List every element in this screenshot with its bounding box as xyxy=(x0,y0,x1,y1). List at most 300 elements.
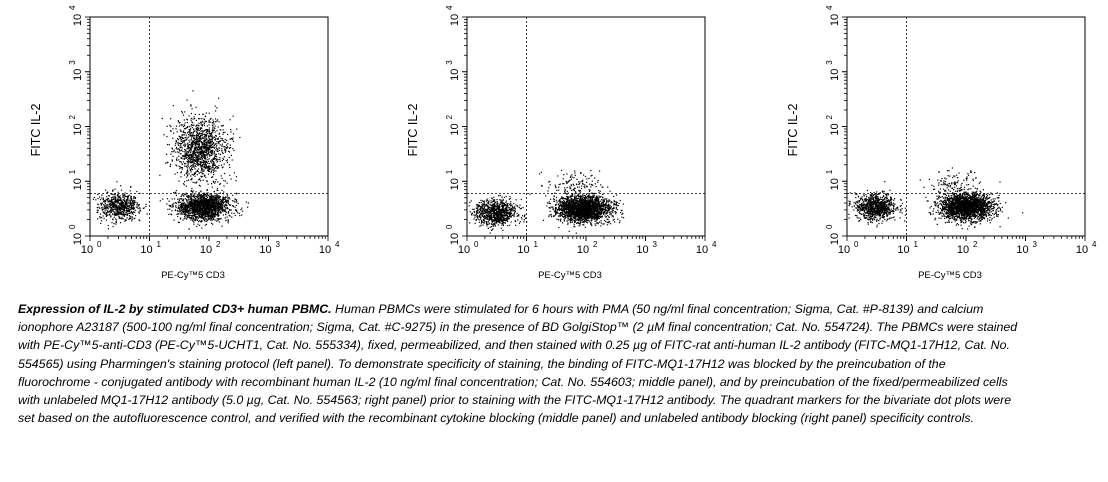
dot xyxy=(191,118,192,119)
dot xyxy=(232,195,233,196)
dot xyxy=(219,221,220,222)
dot xyxy=(177,216,178,217)
dot xyxy=(189,149,190,150)
dot xyxy=(216,203,217,204)
dot xyxy=(483,214,484,215)
dot xyxy=(196,226,197,227)
dot xyxy=(189,131,190,132)
dot xyxy=(191,203,192,204)
dot xyxy=(188,212,189,213)
dot xyxy=(609,212,610,213)
dot xyxy=(176,126,177,127)
dot xyxy=(195,191,196,192)
dot xyxy=(476,216,477,217)
dot xyxy=(105,210,106,211)
dot xyxy=(489,211,490,212)
dot xyxy=(188,137,189,138)
plot-left xyxy=(29,5,340,281)
dot xyxy=(176,140,177,141)
dot xyxy=(129,206,130,207)
dot xyxy=(177,149,178,150)
dot xyxy=(215,219,216,220)
dot xyxy=(222,146,223,147)
dot xyxy=(515,225,516,226)
dot xyxy=(196,141,197,142)
dot xyxy=(215,110,216,111)
dot xyxy=(184,202,185,203)
dot xyxy=(204,138,205,139)
dot xyxy=(177,211,178,212)
dot xyxy=(191,157,192,158)
dot xyxy=(137,202,138,203)
dot xyxy=(224,156,225,157)
dot xyxy=(222,206,223,207)
dot xyxy=(204,140,205,141)
dot xyxy=(212,131,213,132)
dot xyxy=(113,226,114,227)
dot xyxy=(208,122,209,123)
dot xyxy=(133,212,134,213)
dot xyxy=(217,218,218,219)
dot xyxy=(219,147,220,148)
dot xyxy=(204,146,205,147)
dot xyxy=(186,186,187,187)
dot xyxy=(217,205,218,206)
dot xyxy=(556,197,557,198)
dot xyxy=(201,124,202,125)
dot xyxy=(201,148,202,149)
dot xyxy=(201,202,202,203)
dot xyxy=(180,145,181,146)
dot xyxy=(506,200,507,201)
dot xyxy=(226,197,227,198)
dot xyxy=(131,203,132,204)
dot xyxy=(502,216,503,217)
dot xyxy=(205,203,206,204)
dot xyxy=(200,214,201,215)
dot xyxy=(183,130,184,131)
dot xyxy=(131,208,132,209)
dot xyxy=(184,149,185,150)
dot xyxy=(184,119,185,120)
dot xyxy=(219,150,220,151)
dot xyxy=(211,135,212,136)
dot xyxy=(129,215,130,216)
dot xyxy=(200,205,201,206)
dot xyxy=(501,224,502,225)
dot xyxy=(191,217,192,218)
dot xyxy=(184,214,185,215)
dot xyxy=(212,160,213,161)
dot xyxy=(114,205,115,206)
dot xyxy=(203,138,204,139)
dot xyxy=(498,195,499,196)
dot xyxy=(484,203,485,204)
dot xyxy=(116,206,117,207)
dot xyxy=(201,209,202,210)
dot xyxy=(511,221,512,222)
dot xyxy=(205,198,206,199)
dot xyxy=(215,170,216,171)
dot xyxy=(201,215,202,216)
dot xyxy=(112,213,113,214)
dot xyxy=(610,211,611,212)
x-tick-label: 10 xyxy=(199,244,213,256)
dot xyxy=(491,221,492,222)
dot xyxy=(206,205,207,206)
dot xyxy=(100,214,101,215)
dot xyxy=(233,200,234,201)
dot xyxy=(511,216,512,217)
dot xyxy=(207,205,208,206)
dot xyxy=(494,218,495,219)
dot xyxy=(119,217,120,218)
dot xyxy=(112,206,113,207)
dot xyxy=(218,165,219,166)
dot xyxy=(202,146,203,147)
dot xyxy=(197,162,198,163)
dot xyxy=(212,176,213,177)
dot xyxy=(124,214,125,215)
dot xyxy=(193,142,194,143)
dot xyxy=(130,212,131,213)
dot xyxy=(482,207,483,208)
dot xyxy=(214,139,215,140)
dot xyxy=(193,182,194,183)
dot-cloud xyxy=(469,170,625,234)
dot xyxy=(220,183,221,184)
dot xyxy=(199,217,200,218)
dot xyxy=(119,210,120,211)
dot xyxy=(130,202,131,203)
dot xyxy=(220,129,221,130)
dot xyxy=(510,198,511,199)
dot xyxy=(233,133,234,134)
dot xyxy=(174,220,175,221)
dot xyxy=(195,198,196,199)
dot xyxy=(189,229,190,230)
dot xyxy=(217,210,218,211)
dot xyxy=(136,204,137,205)
dot xyxy=(232,148,233,149)
dot xyxy=(478,205,479,206)
dot xyxy=(124,210,125,211)
dot xyxy=(198,141,199,142)
dot xyxy=(480,210,481,211)
dot xyxy=(103,212,104,213)
dot xyxy=(188,134,189,135)
dot xyxy=(491,226,492,227)
dot xyxy=(133,208,134,209)
dot xyxy=(220,138,221,139)
dot xyxy=(213,130,214,131)
dot xyxy=(213,164,214,165)
dot xyxy=(130,190,131,191)
dot xyxy=(232,159,233,160)
dot xyxy=(201,138,202,139)
dot-cluster xyxy=(469,195,528,234)
dot xyxy=(177,151,178,152)
dot xyxy=(484,202,485,203)
dot xyxy=(135,202,136,203)
dot xyxy=(198,213,199,214)
dot xyxy=(190,154,191,155)
dot xyxy=(113,223,114,224)
dot xyxy=(187,144,188,145)
dot xyxy=(212,224,213,225)
dot xyxy=(197,212,198,213)
dot xyxy=(198,149,199,150)
dot xyxy=(204,143,205,144)
dot xyxy=(133,198,134,199)
dot xyxy=(183,126,184,127)
dot xyxy=(235,180,236,181)
dot xyxy=(208,213,209,214)
dot xyxy=(234,202,235,203)
dot xyxy=(218,198,219,199)
dot xyxy=(190,208,191,209)
dot xyxy=(175,152,176,153)
dot xyxy=(104,206,105,207)
dot xyxy=(522,215,523,216)
dot xyxy=(202,133,203,134)
dot xyxy=(190,169,191,170)
dot xyxy=(510,205,511,206)
dot xyxy=(188,199,189,200)
dot xyxy=(126,196,127,197)
dot xyxy=(192,162,193,163)
dot xyxy=(509,209,510,210)
dot xyxy=(196,107,197,108)
dot xyxy=(210,212,211,213)
dot xyxy=(97,204,98,205)
dot xyxy=(202,159,203,160)
dot xyxy=(165,163,166,164)
dot xyxy=(491,230,492,231)
dot xyxy=(201,194,202,195)
dot xyxy=(197,197,198,198)
dot xyxy=(214,191,215,192)
dot xyxy=(220,141,221,142)
dot xyxy=(118,197,119,198)
dot xyxy=(185,218,186,219)
dot xyxy=(218,153,219,154)
dot xyxy=(486,224,487,225)
dot xyxy=(198,179,199,180)
dot xyxy=(112,197,113,198)
dot xyxy=(214,153,215,154)
dot xyxy=(223,185,224,186)
dot xyxy=(118,212,119,213)
dot xyxy=(93,199,94,200)
dot xyxy=(213,208,214,209)
dot xyxy=(208,208,209,209)
dot xyxy=(214,165,215,166)
dot xyxy=(193,135,194,136)
dot xyxy=(490,213,491,214)
dot xyxy=(178,207,179,208)
dot xyxy=(495,225,496,226)
dot xyxy=(116,219,117,220)
dot xyxy=(179,211,180,212)
dot xyxy=(512,209,513,210)
dot xyxy=(205,177,206,178)
dot xyxy=(205,195,206,196)
dot xyxy=(178,202,179,203)
dot xyxy=(207,194,208,195)
dot xyxy=(189,157,190,158)
dot xyxy=(212,119,213,120)
dot xyxy=(212,212,213,213)
dot xyxy=(211,223,212,224)
x-tick-exponent: 2 xyxy=(216,240,221,249)
dot xyxy=(136,191,137,192)
dot xyxy=(183,203,184,204)
dot xyxy=(203,173,204,174)
dot xyxy=(124,206,125,207)
dot xyxy=(182,164,183,165)
dot xyxy=(218,167,219,168)
dot xyxy=(229,197,230,198)
dot xyxy=(203,147,204,148)
dot xyxy=(191,178,192,179)
dot xyxy=(207,220,208,221)
dot xyxy=(180,143,181,144)
dot xyxy=(179,199,180,200)
dot xyxy=(108,198,109,199)
dot xyxy=(224,210,225,211)
dot xyxy=(184,146,185,147)
dot xyxy=(205,210,206,211)
dot xyxy=(229,167,230,168)
dot xyxy=(216,204,217,205)
dot xyxy=(201,172,202,173)
dot xyxy=(486,225,487,226)
dot xyxy=(193,129,194,130)
dot xyxy=(229,164,230,165)
dot xyxy=(181,167,182,168)
dot xyxy=(479,206,480,207)
dot xyxy=(124,221,125,222)
dot xyxy=(128,195,129,196)
dot xyxy=(210,172,211,173)
dot xyxy=(210,168,211,169)
dot xyxy=(107,215,108,216)
dot xyxy=(187,215,188,216)
dot xyxy=(228,212,229,213)
dot xyxy=(124,216,125,217)
dot xyxy=(232,137,233,138)
dot xyxy=(616,207,617,208)
dot xyxy=(223,159,224,160)
dot xyxy=(235,207,236,208)
dot xyxy=(187,165,188,166)
dot xyxy=(502,221,503,222)
dot xyxy=(469,205,470,206)
dot xyxy=(478,210,479,211)
dot xyxy=(184,213,185,214)
dot xyxy=(523,207,524,208)
dot xyxy=(167,162,168,163)
dot xyxy=(106,206,107,207)
dot xyxy=(225,214,226,215)
dot xyxy=(213,158,214,159)
dot xyxy=(101,195,102,196)
dot xyxy=(215,121,216,122)
dot xyxy=(115,197,116,198)
dot xyxy=(187,154,188,155)
dot xyxy=(219,159,220,160)
dot xyxy=(504,197,505,198)
dot xyxy=(492,207,493,208)
dot xyxy=(236,205,237,206)
dot xyxy=(219,121,220,122)
dot xyxy=(185,211,186,212)
dot xyxy=(216,107,217,108)
dot xyxy=(206,203,207,204)
dot xyxy=(200,135,201,136)
dot xyxy=(125,212,126,213)
x-tick-label: 10 xyxy=(259,244,272,256)
dot xyxy=(224,142,225,143)
dot xyxy=(184,151,185,152)
dot xyxy=(112,194,113,195)
dot xyxy=(187,202,188,203)
dot xyxy=(217,215,218,216)
dot xyxy=(218,219,219,220)
dot xyxy=(106,205,107,206)
dot xyxy=(103,204,104,205)
dot xyxy=(220,204,221,205)
dot xyxy=(219,207,220,208)
dot xyxy=(212,139,213,140)
dot xyxy=(223,132,224,133)
dot xyxy=(211,153,212,154)
dot xyxy=(197,141,198,142)
y-tick-exponent: 1 xyxy=(68,169,77,175)
dot xyxy=(181,196,182,197)
dot xyxy=(471,200,472,201)
dot xyxy=(109,214,110,215)
dot xyxy=(204,198,205,199)
dot xyxy=(191,167,192,168)
dot xyxy=(546,205,547,206)
dot xyxy=(201,162,202,163)
dot xyxy=(480,218,481,219)
dot xyxy=(200,208,201,209)
dot xyxy=(135,198,136,199)
dot xyxy=(187,167,188,168)
dot xyxy=(101,207,102,208)
dot xyxy=(106,220,107,221)
dot-cluster xyxy=(159,90,240,193)
dot xyxy=(99,216,100,217)
dot xyxy=(191,146,192,147)
dot xyxy=(217,168,218,169)
dot xyxy=(496,204,497,205)
dot xyxy=(122,196,123,197)
dot xyxy=(198,158,199,159)
dot xyxy=(184,128,185,129)
dot xyxy=(215,156,216,157)
dot xyxy=(494,199,495,200)
dot xyxy=(201,170,202,171)
dot xyxy=(212,209,213,210)
dot xyxy=(199,225,200,226)
dot xyxy=(197,130,198,131)
dot xyxy=(105,214,106,215)
dot xyxy=(182,214,183,215)
